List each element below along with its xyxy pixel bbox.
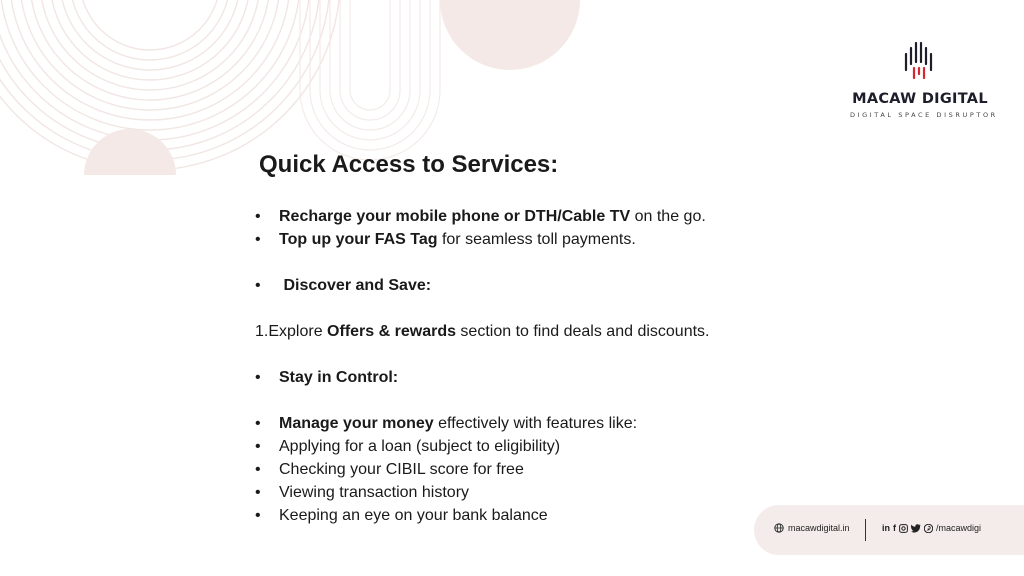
- list-item: [255, 208, 706, 226]
- bullet: •: [255, 231, 261, 248]
- instagram-icon[interactable]: [899, 524, 908, 533]
- item-bold-text: Manage your money: [279, 415, 434, 432]
- item-text: Checking your CIBIL score for free: [279, 461, 524, 478]
- website-link[interactable]: [774, 523, 850, 533]
- linkedin-icon[interactable]: in: [882, 523, 890, 533]
- item-bold-text: Discover and Save:: [279, 277, 432, 294]
- item-text: effectively with features like:: [433, 415, 638, 432]
- macaw-logo-icon: [900, 40, 940, 82]
- bullet: •: [255, 461, 261, 478]
- social-links: [882, 523, 981, 533]
- item-bold-text: Top up your FAS Tag: [279, 231, 438, 248]
- item-text: Keeping an eye on your bank balance: [279, 507, 548, 524]
- list-item: [255, 461, 524, 479]
- list-item: [255, 415, 637, 433]
- item-text: Applying for a loan (subject to eligibility): [279, 438, 561, 455]
- list-item: [255, 323, 709, 341]
- item-text: Viewing transaction history: [279, 484, 470, 501]
- page-heading: Quick Access to Services:: [259, 151, 559, 178]
- bullet: •: [255, 369, 261, 386]
- bullet: •: [255, 438, 261, 455]
- website-text: macawdigital.in: [788, 523, 850, 533]
- bullet: •: [255, 277, 261, 294]
- item-text: section to find deals and discounts.: [455, 323, 710, 340]
- facebook-icon[interactable]: f: [893, 523, 896, 533]
- list-item: [255, 484, 469, 502]
- item-bold-text: Recharge your mobile phone or DTH/Cable TV: [279, 208, 631, 225]
- bullet: •: [255, 484, 261, 501]
- list-item: [255, 231, 636, 249]
- bullet: •: [255, 208, 261, 225]
- globe-icon: [774, 523, 784, 533]
- bullet: •: [255, 415, 261, 432]
- twitter-icon[interactable]: [911, 524, 921, 533]
- list-item: [255, 438, 560, 456]
- brand-tagline: DIGITAL SPACE DISRUPTOR: [850, 111, 998, 119]
- item-prefix: 1.Explore: [255, 323, 328, 340]
- item-text: on the go.: [630, 208, 706, 225]
- pinterest-icon[interactable]: [924, 524, 933, 533]
- footer-divider: [865, 519, 866, 541]
- list-item: [255, 507, 548, 525]
- list-item: [255, 277, 431, 295]
- list-item: [255, 369, 398, 387]
- item-text: for seamless toll payments.: [437, 231, 636, 248]
- item-bold-text: Stay in Control:: [279, 369, 399, 386]
- brand-name: MACAW DIGITAL: [852, 91, 988, 107]
- footer-bar: [754, 505, 1024, 555]
- bullet: •: [255, 507, 261, 524]
- brand-logo: [850, 40, 998, 119]
- item-bold-text: Offers & rewards: [327, 323, 456, 340]
- social-handle: /macawdigi: [936, 523, 982, 533]
